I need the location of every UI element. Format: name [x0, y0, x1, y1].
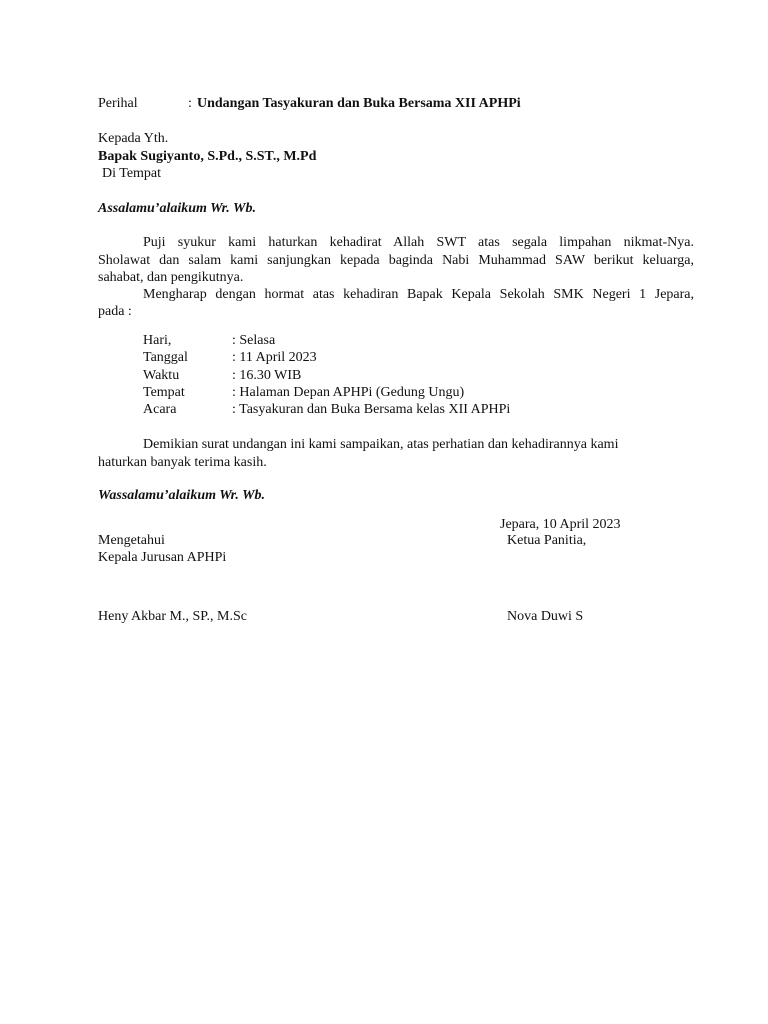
- perihal-colon: :: [188, 96, 192, 111]
- letter-date: Jepara, 10 April 2023: [500, 517, 621, 532]
- signature-left-name: Heny Akbar M., SP., M.Sc: [98, 609, 247, 624]
- detail-value-tanggal: : 11 April 2023: [232, 350, 317, 365]
- signature-left-title-1: Mengetahui: [98, 533, 165, 548]
- signature-right-title: Ketua Panitia,: [507, 533, 587, 548]
- paragraph-1-line-2: Sholawat dan salam kami sanjungkan kepada baginda Nabi Muhammad SAW berikut keluarga,: [98, 253, 694, 268]
- recipient-place: Di Tempat: [102, 166, 162, 181]
- detail-value-tempat: : Halaman Depan APHPi (Gedung Ungu): [232, 385, 465, 400]
- signature-right-name: Nova Duwi S: [507, 609, 584, 624]
- detail-value-waktu: : 16.30 WIB: [232, 368, 302, 383]
- recipient-name: Bapak Sugiyanto, S.Pd., S.ST., M.Pd: [98, 149, 317, 164]
- detail-value-hari: : Selasa: [232, 333, 276, 348]
- perihal-label: Perihal: [98, 96, 138, 111]
- detail-label-hari: Hari,: [143, 333, 172, 348]
- detail-label-acara: Acara: [143, 402, 177, 417]
- closing-line-2: haturkan banyak terima kasih.: [98, 455, 267, 470]
- detail-label-tanggal: Tanggal: [143, 350, 188, 365]
- closing-greeting: Wassalamu’alaikum Wr. Wb.: [98, 488, 266, 503]
- paragraph-1-line-1: Puji syukur kami haturkan kehadirat Allah SWT atas segala limpahan nikmat-Nya.: [143, 235, 694, 250]
- detail-label-waktu: Waktu: [143, 368, 180, 383]
- opening-greeting: Assalamu’alaikum Wr. Wb.: [98, 201, 256, 216]
- closing-line-1: Demikian surat undangan ini kami sampaikan, atas perhatian dan kehadirannya kami: [143, 437, 619, 452]
- paragraph-1-line-3: sahabat, dan pengikutnya.: [98, 270, 244, 285]
- detail-value-acara: : Tasyakuran dan Buka Bersama kelas XII APHPi: [232, 402, 511, 417]
- perihal-subject: Undangan Tasyakuran dan Buka Bersama XII APHPi: [197, 96, 521, 111]
- paragraph-2-line-1: Mengharap dengan hormat atas kehadiran Bapak Kepala Sekolah SMK Negeri 1 Jepara,: [143, 287, 694, 302]
- detail-label-tempat: Tempat: [143, 385, 185, 400]
- paragraph-2-line-2: pada :: [98, 304, 132, 319]
- recipient-greeting: Kepada Yth.: [98, 131, 169, 146]
- signature-left-title-2: Kepala Jurusan APHPi: [98, 550, 227, 565]
